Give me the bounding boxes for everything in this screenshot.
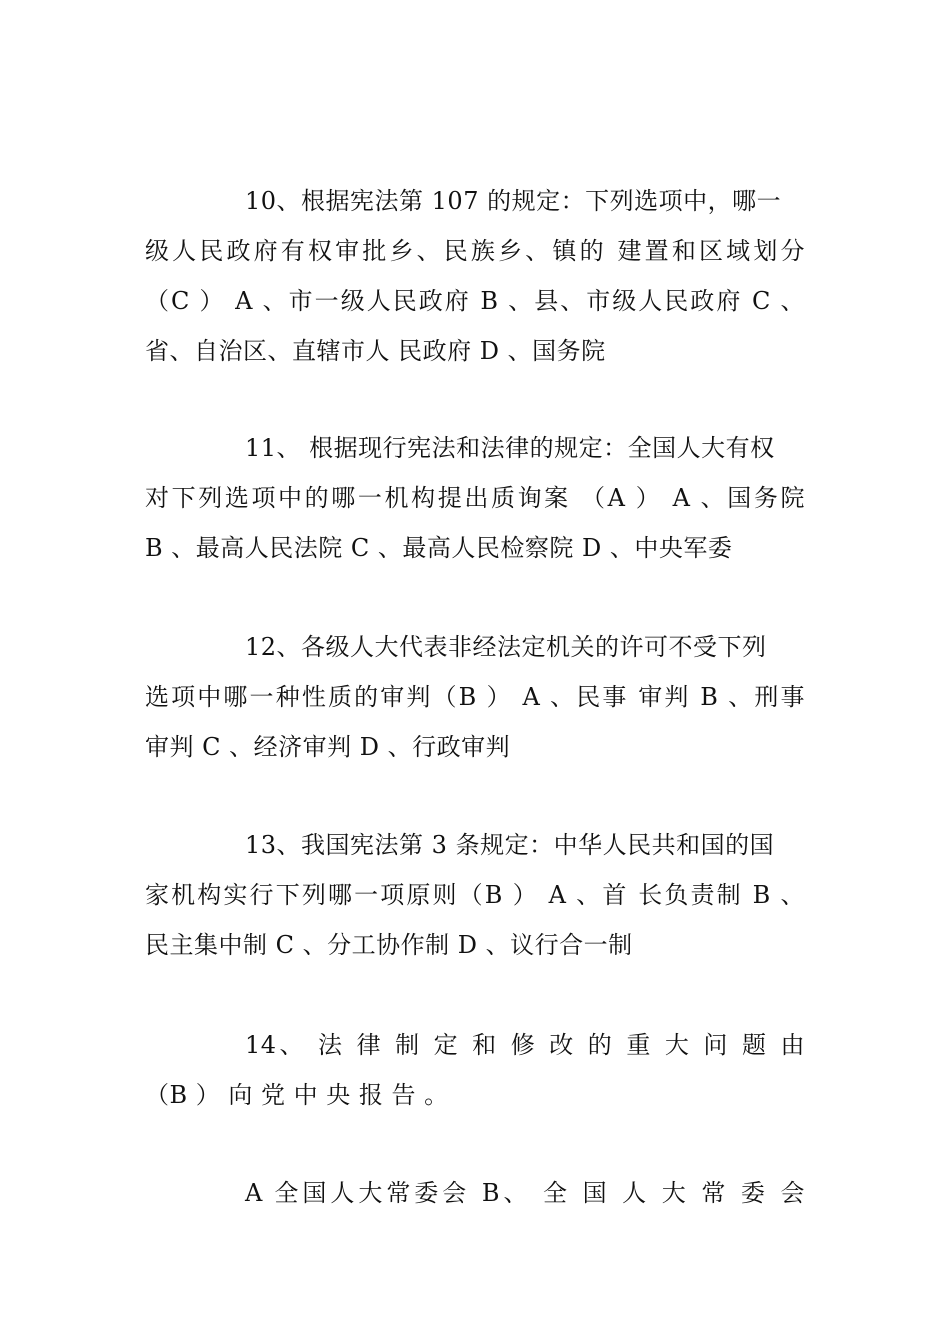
question-14 <box>145 1020 805 1120</box>
question-13-line-3: 民主集中制 C 、分工协作制 D 、议行合一制 <box>145 931 633 959</box>
question-12-line-3: 审判 C 、经济审判 D 、行政审判 <box>145 733 511 761</box>
question-11-line-1: 11、 根据现行宪法和法律的规定：全国人大有权 <box>245 434 775 462</box>
question-11 <box>145 423 805 573</box>
question-14-line-1: 14、 法 律 制 定 和 修 改 的 重 大 问 题 由 <box>245 1031 805 1059</box>
question-10-line-1: 10、根据宪法第 107 的规定：下列选项中，哪一 <box>245 187 782 215</box>
question-11-line-3: B 、最高人民法院 C 、最高人民检察院 D 、中央军委 <box>145 534 733 562</box>
question-12 <box>145 622 805 772</box>
question-10-line-3: （C ） A 、市一级人民政府 B 、县、市级人民政府 C 、 <box>145 287 805 315</box>
question-10 <box>145 176 805 376</box>
question-14-options-line-1: A 全国人大常委会 B、 全 国 人 大 常 委 会 <box>245 1179 805 1207</box>
question-12-line-2: 选项中哪一种性质的审判（B ） A 、民事 审判 B 、刑事 <box>145 683 805 711</box>
question-10-line-4: 省、自治区、直辖市人 民政府 D 、国务院 <box>145 337 606 365</box>
question-13 <box>145 820 805 970</box>
question-11-line-2: 对下列选项中的哪一机构提出质询案 （A ） A 、国务院 <box>145 484 805 512</box>
question-10-line-2: 级人民政府有权审批乡、民族乡、镇的 建置和区域划分 <box>145 237 805 265</box>
question-12-line-1: 12、各级人大代表非经法定机关的许可不受下列 <box>245 633 767 661</box>
question-13-line-2: 家机构实行下列哪一项原则（B ） A 、首 长负责制 B 、 <box>145 881 805 909</box>
question-13-line-1: 13、我国宪法第 3 条规定：中华人民共和国的国 <box>245 831 775 859</box>
question-14-line-2: （B ） 向 党 中 央 报 告 。 <box>145 1081 449 1109</box>
question-14-options <box>145 1168 805 1218</box>
